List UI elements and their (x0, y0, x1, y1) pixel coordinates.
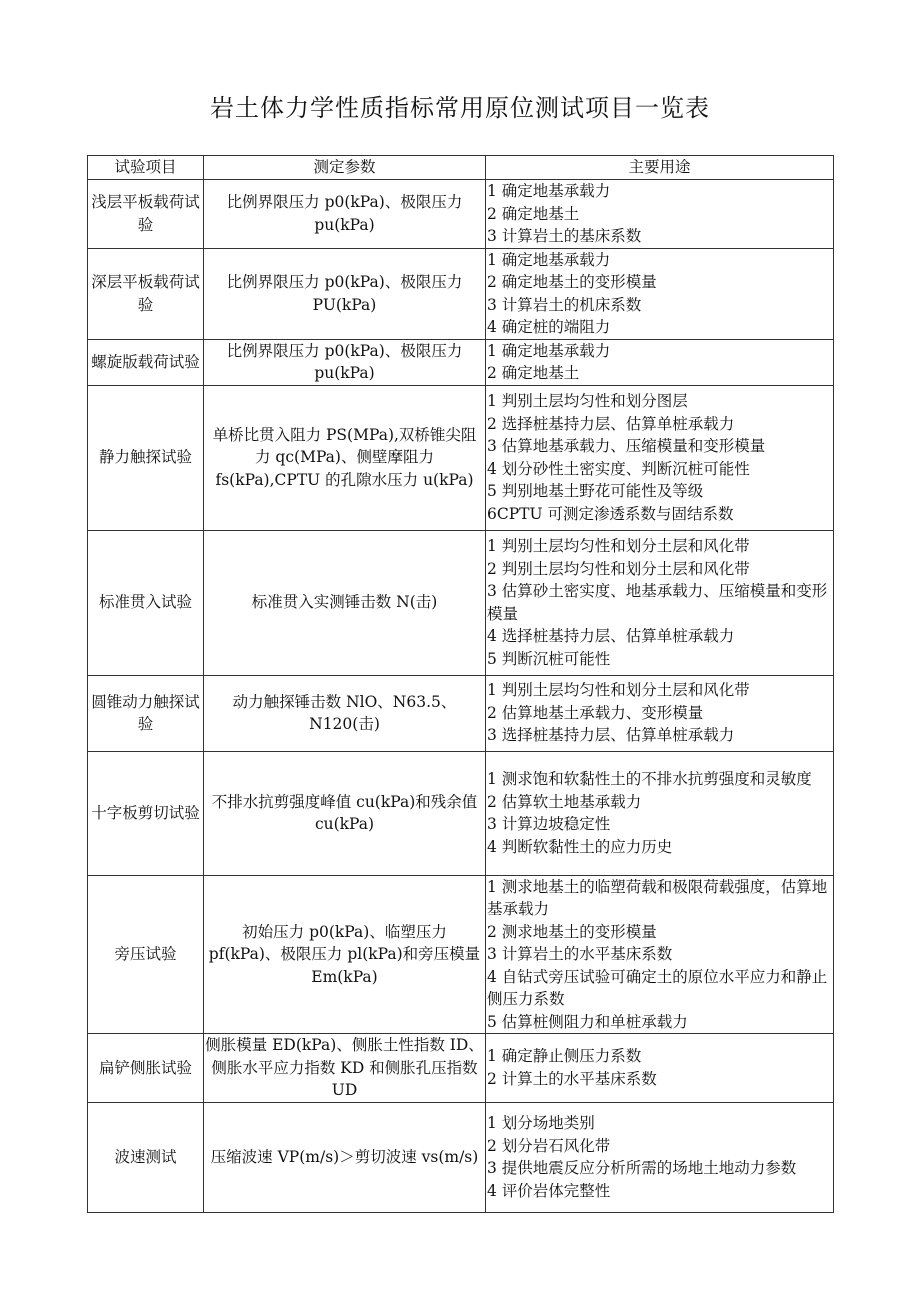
test-item-name: 标准贯入试验 (88, 530, 204, 675)
header-param: 测定参数 (204, 156, 486, 180)
page-title: 岩土体力学性质指标常用原位测试项目一览表 (210, 94, 710, 122)
use-item: 3 计算边坡稳定性 (487, 815, 611, 833)
use-item: 4 自钻式旁压试验可确定土的原位水平应力和静止侧压力系数 (487, 967, 828, 1008)
main-uses (486, 875, 834, 1034)
test-items-table (87, 155, 834, 1213)
table-row (88, 385, 834, 530)
table-row (88, 339, 834, 385)
header-use: 主要用途 (486, 156, 834, 180)
measured-parameters: 单桥比贯入阻力 PS(MPa),双桥锥尖阻力 qc(MPa)、侧壁摩阻力 fs(kPa),CPTU 的孔隙水压力 u(kPa) (204, 385, 486, 530)
use-item: 2 确定地基土 (487, 204, 580, 223)
use-item: 1 确定地基承载力 (487, 341, 611, 360)
use-item: 2 划分岩石风化带 (487, 1136, 611, 1155)
measured-parameters: 标准贯入实测锤击数 N(击) (204, 530, 486, 675)
main-uses (486, 1034, 834, 1103)
use-item: 5 估算桩侧阻力和单桩承载力 (487, 1012, 688, 1031)
measured-parameters: 比例界限压力 p0(kPa)、极限压力 pu(kPa) (204, 180, 486, 249)
table-row (88, 180, 834, 249)
use-item: 3 选择桩基持力层、估算单桩承载力 (487, 726, 735, 745)
use-item: 4 选择桩基持力层、估算单桩承载力 (487, 627, 735, 645)
use-item: 3 提供地震反应分析所需的场地土地动力参数 (487, 1159, 797, 1177)
use-item: 1 判别土层均匀性和划分土层和风化带 (487, 681, 750, 700)
test-item-name: 静力触探试验 (88, 385, 204, 530)
use-item: 1 测求饱和软黏性土的不排水抗剪强度和灵敏度 (487, 770, 812, 788)
measured-parameters: 初始压力 p0(kPa)、临塑压力 pf(kPa)、极限压力 pl(kPa)和旁压模量 Em(kPa) (204, 875, 486, 1034)
use-item: 1 判别土层均匀性和划分图层 (487, 392, 688, 410)
main-uses (486, 248, 834, 339)
table-row (88, 675, 834, 751)
main-uses (486, 385, 834, 530)
use-item: 4 划分砂性土密实度、判断沉桩可能性 (487, 459, 750, 478)
measured-parameters: 不排水抗剪强度峰值 cu(kPa)和残余值 cu(kPa) (204, 751, 486, 875)
test-item-name: 螺旋版载荷试验 (88, 339, 204, 385)
table-row (88, 875, 834, 1034)
measured-parameters: 比例界限压力 p0(kPa)、极限压力 pu(kPa) (204, 339, 486, 385)
use-item: 4 判断软黏性土的应力历史 (487, 837, 673, 856)
use-item: 3 估算地基承载力、压缩模量和变形模量 (487, 437, 766, 455)
main-uses (486, 751, 834, 875)
use-item: 1 确定地基承载力 (487, 182, 611, 200)
use-item: 1 确定地基承载力 (487, 250, 611, 269)
table-row (88, 1034, 834, 1103)
table-row (88, 530, 834, 675)
use-item: 2 确定地基土 (487, 364, 580, 382)
test-item-name: 旁压试验 (88, 875, 204, 1034)
use-item: 3 计算岩土的水平基床系数 (487, 945, 673, 963)
table-header-row (88, 156, 834, 180)
test-item-name: 波速测试 (88, 1102, 204, 1212)
use-item: 3 计算岩土的机床系数 (487, 295, 642, 314)
use-item: 4 评价岩体完整性 (487, 1181, 611, 1200)
test-item-name: 浅层平板载荷试验 (88, 180, 204, 249)
use-item: 1 测求地基土的临塑荷载和极限荷载强度，估算地基承载力 (487, 877, 828, 918)
test-item-name: 扁铲侧胀试验 (88, 1034, 204, 1103)
use-item: 2 估算软土地基承载力 (487, 792, 642, 811)
use-item: 2 判别土层均匀性和划分土层和风化带 (487, 559, 750, 578)
use-item: 1 确定静止侧压力系数 (487, 1047, 642, 1066)
main-uses (486, 180, 834, 249)
main-uses (486, 675, 834, 751)
main-uses (486, 339, 834, 385)
use-item: 2 确定地基土的变形模量 (487, 273, 657, 291)
use-item: 2 选择桩基持力层、估算单桩承载力 (487, 414, 735, 433)
measured-parameters: 侧胀模量 ED(kPa)、侧胀土性指数 ID、侧胀水平应力指数 KD 和侧胀孔压指数 UD (204, 1034, 486, 1103)
test-item-name: 十字板剪切试验 (88, 751, 204, 875)
header-item: 试验项目 (88, 156, 204, 180)
measured-parameters: 压缩波速 VP(m/s)＞剪切波速 vs(m/s) (204, 1102, 486, 1212)
table-row (88, 751, 834, 875)
test-item-name: 深层平板载荷试验 (88, 248, 204, 339)
use-item: 3 计算岩土的基床系数 (487, 227, 642, 245)
use-item: 2 计算土的水平基床系数 (487, 1069, 657, 1088)
main-uses (486, 530, 834, 675)
use-item: 1 判别土层均匀性和划分土层和风化带 (487, 537, 750, 555)
measured-parameters: 比例界限压力 p0(kPa)、极限压力 PU(kPa) (204, 248, 486, 339)
use-item: 4 确定桩的端阻力 (487, 318, 611, 336)
use-item: 2 测求地基土的变形模量 (487, 922, 657, 941)
test-item-name: 圆锥动力触探试验 (88, 675, 204, 751)
use-item: 3 估算砂土密实度、地基承载力、压缩模量和变形模量 (487, 582, 828, 623)
use-item: 6CPTU 可测定渗透系数与固结系数 (487, 504, 734, 523)
use-item: 5 判断沉桩可能性 (487, 649, 611, 668)
use-item: 1 划分场地类别 (487, 1114, 595, 1132)
main-uses (486, 1102, 834, 1212)
use-item: 5 判别地基土野花可能性及等级 (487, 482, 704, 500)
table-row (88, 248, 834, 339)
use-item: 2 估算地基土承载力、变形模量 (487, 703, 704, 722)
measured-parameters: 动力触探锤击数 NlO、N63.5、N120(击) (204, 675, 486, 751)
table-row (88, 1102, 834, 1212)
